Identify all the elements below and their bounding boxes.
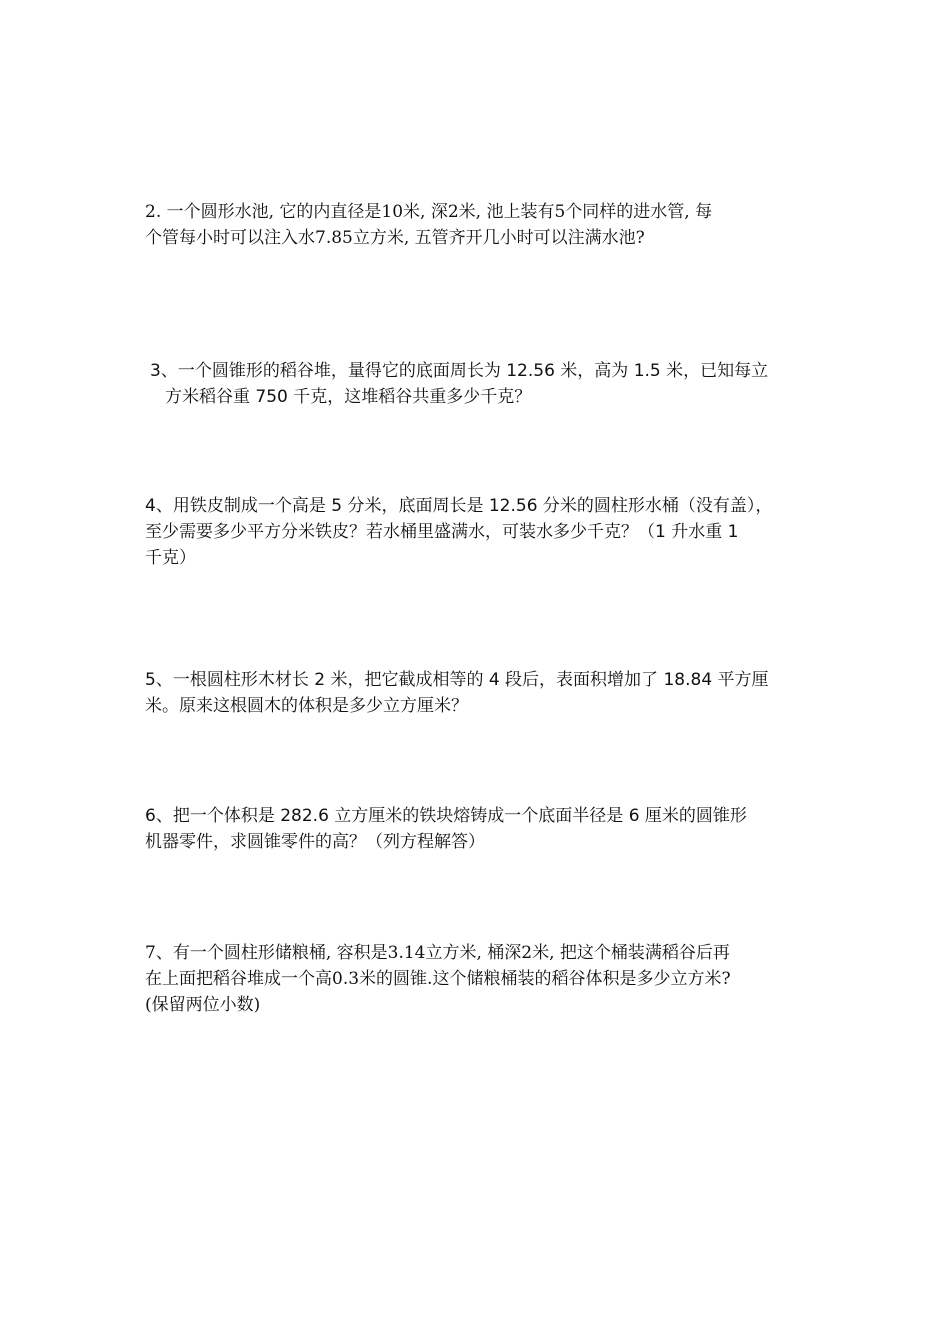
problem-6-line-1: 6、把一个体积是 282.6 立方厘米的铁块熔铸成一个底面半径是 6 厘米的圆锥形 [145,806,747,826]
problem-2 [145,199,815,251]
problem-7-line-1: 7、有一个圆柱形储粮桶, 容积是3.14立方米, 桶深2米, 把这个桶装满稻谷后再 [145,943,730,963]
problem-3-line-2: 方米稻谷重 750 千克，这堆稻谷共重多少千克？ [165,387,532,407]
problem-6 [145,803,815,855]
problem-7-line-2: 在上面把稻谷堆成一个高0.3米的圆锥.这个储粮桶装的稻谷体积是多少立方米? [145,969,731,989]
problem-4 [145,493,815,571]
problem-6-line-2: 机器零件，求圆锥零件的高？（列方程解答） [145,832,485,852]
problem-3-line-1: 3、一个圆锥形的稻谷堆，量得它的底面周长为 12.56 米，高为 1.5 米，已知每立 [150,361,769,381]
problem-5 [145,667,815,719]
problem-7-line-3: (保留两位小数) [145,995,261,1015]
problem-4-line-3: 千克） [145,548,196,568]
problem-2-line-2: 个管每小时可以注入水7.85立方米, 五管齐开几小时可以注满水池? [145,228,645,248]
problem-2-line-1: 2. 一个圆形水池, 它的内直径是10米, 深2米, 池上装有5个同样的进水管, 每 [145,202,713,222]
problem-7 [145,940,815,1018]
problem-3 [150,358,820,410]
problem-5-line-2: 米。原来这根圆木的体积是多少立方厘米？ [145,696,468,716]
problem-4-line-2: 至少需要多少平方分米铁皮？若水桶里盛满水，可装水多少千克？（1 升水重 1 [145,522,739,542]
problem-4-line-1: 4、用铁皮制成一个高是 5 分米，底面周长是 12.56 分米的圆柱形水桶（没有盖）， [145,496,773,516]
problem-5-line-1: 5、一根圆柱形木材长 2 米，把它截成相等的 4 段后，表面积增加了 18.84 平方厘 [145,670,769,690]
